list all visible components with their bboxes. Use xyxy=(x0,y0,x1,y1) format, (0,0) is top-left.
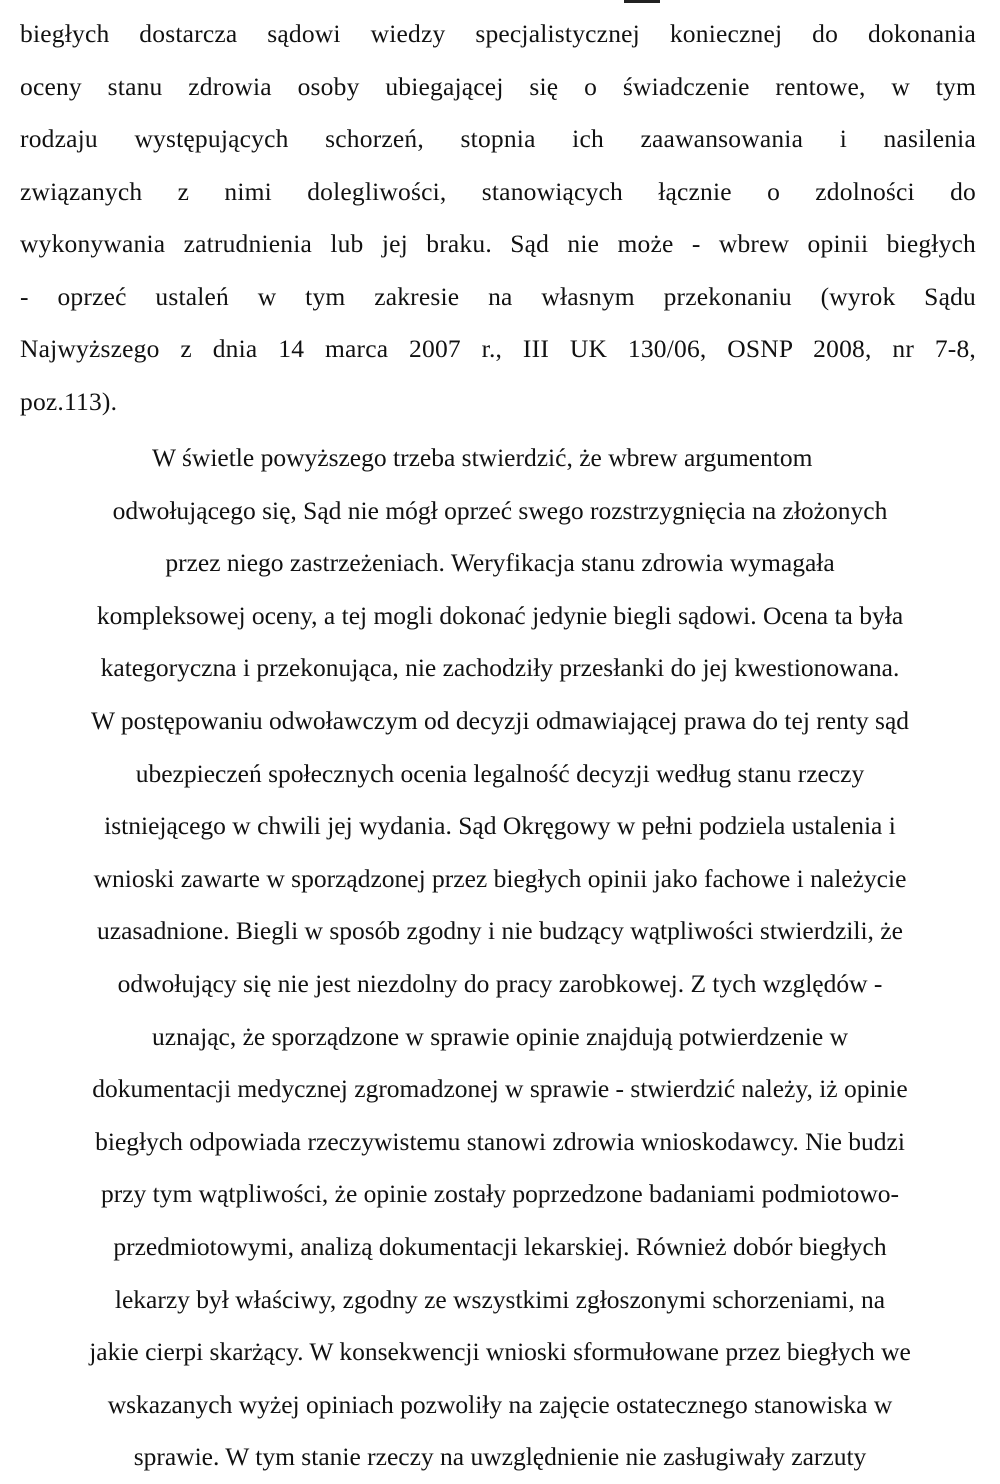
text-line: rodzaju występujących schorzeń, stopnia ich zaawansowania i nasilenia xyxy=(20,124,976,153)
text-line: odwołującego się, Sąd nie mógł oprzeć swego rozstrzygnięcia na złożonych xyxy=(112,495,888,525)
text-line: wykonywania zatrudnienia lub jej braku. Sąd nie może - wbrew opinii biegłych xyxy=(20,229,976,258)
text-line: W postępowaniu odwoławczym od decyzji odmawiającej prawa do tej renty sąd xyxy=(90,705,910,735)
text-line: sprawie. W tym stanie rzeczy na uwzględnienie nie zasługiwały zarzuty xyxy=(133,1442,867,1472)
text-line: przedmiotowymi, analizą dokumentacji lekarskiej. Również dobór biegłych xyxy=(113,1231,887,1261)
text-line: odwołujący się nie jest niezdolny do pracy zarobkowej. Z tych względów - xyxy=(117,968,883,998)
text-line: przez niego zastrzeżeniach. Weryfikacja stanu zdrowia wymagała xyxy=(165,548,835,578)
text-line: kategoryczna i przekonująca, nie zachodziły przesłanki do jej kwestionowana. xyxy=(100,653,900,683)
paragraph-expert-evidence xyxy=(20,8,976,428)
paragraph-court-assessment xyxy=(12,432,988,1484)
text-line: wskazanych wyżej opiniach pozwoliły na zajęcie ostatecznego stanowiska w xyxy=(107,1389,893,1419)
text-line: jakie cierpi skarżący. W konsekwencji wnioski sformułowane przez biegłych we xyxy=(89,1337,911,1367)
text-line: dokumentacji medycznej zgromadzonej w sprawie - stwierdzić należy, iż opinie xyxy=(92,1074,908,1104)
text-line: kompleksowej oceny, a tej mogli dokonać jedynie biegli sądowi. Ocena ta była xyxy=(96,600,904,630)
text-line: związanych z nimi dolegliwości, stanowiących łącznie o zdolności do xyxy=(20,176,976,206)
text-line: biegłych dostarcza sądowi wiedzy specjalistycznej koniecznej do dokonania xyxy=(20,19,976,48)
text-line: uznając, że sporządzone w sprawie opinie znajdują potwierdzenie w xyxy=(152,1021,848,1051)
text-line: ubezpieczeń społecznych ocenia legalność decyzji według stanu rzeczy xyxy=(135,758,865,788)
text-line: uzasadnione. Biegli w sposób zgodny i nie budzący wątpliwości stwierdzili, że xyxy=(97,916,903,946)
text-line: lekarzy był właściwy, zgodny ze wszystkimi zgłoszonymi schorzeniami, na xyxy=(114,1284,886,1314)
text-line: wnioski zawarte w sporządzonej przez biegłych opinii jako fachowe i należycie xyxy=(93,863,907,893)
text-line: W świetle powyższego trzeba stwierdzić, że wbrew argumentom xyxy=(152,443,813,472)
text-line: poz.113). xyxy=(20,386,118,416)
scan-mark xyxy=(624,0,660,3)
text-line: Najwyższego z dnia 14 marca 2007 r., III UK 130/06, OSNP 2008, nr 7-8, xyxy=(20,334,976,363)
text-line: biegłych odpowiada rzeczywistemu stanowi zdrowia wnioskodawcy. Nie budzi xyxy=(95,1126,905,1156)
text-line: istniejącego w chwili jej wydania. Sąd Okręgowy w pełni podziela ustalenia i xyxy=(104,811,896,841)
text-line: oceny stanu zdrowia osoby ubiegającej się o świadczenie rentowe, w tym xyxy=(20,71,976,101)
text-line: - oprzeć ustaleń w tym zakresie na własnym przekonaniu (wyrok Sądu xyxy=(20,281,976,311)
text-line: przy tym wątpliwości, że opinie zostały poprzedzone badaniami podmiotowo- xyxy=(100,1179,900,1209)
